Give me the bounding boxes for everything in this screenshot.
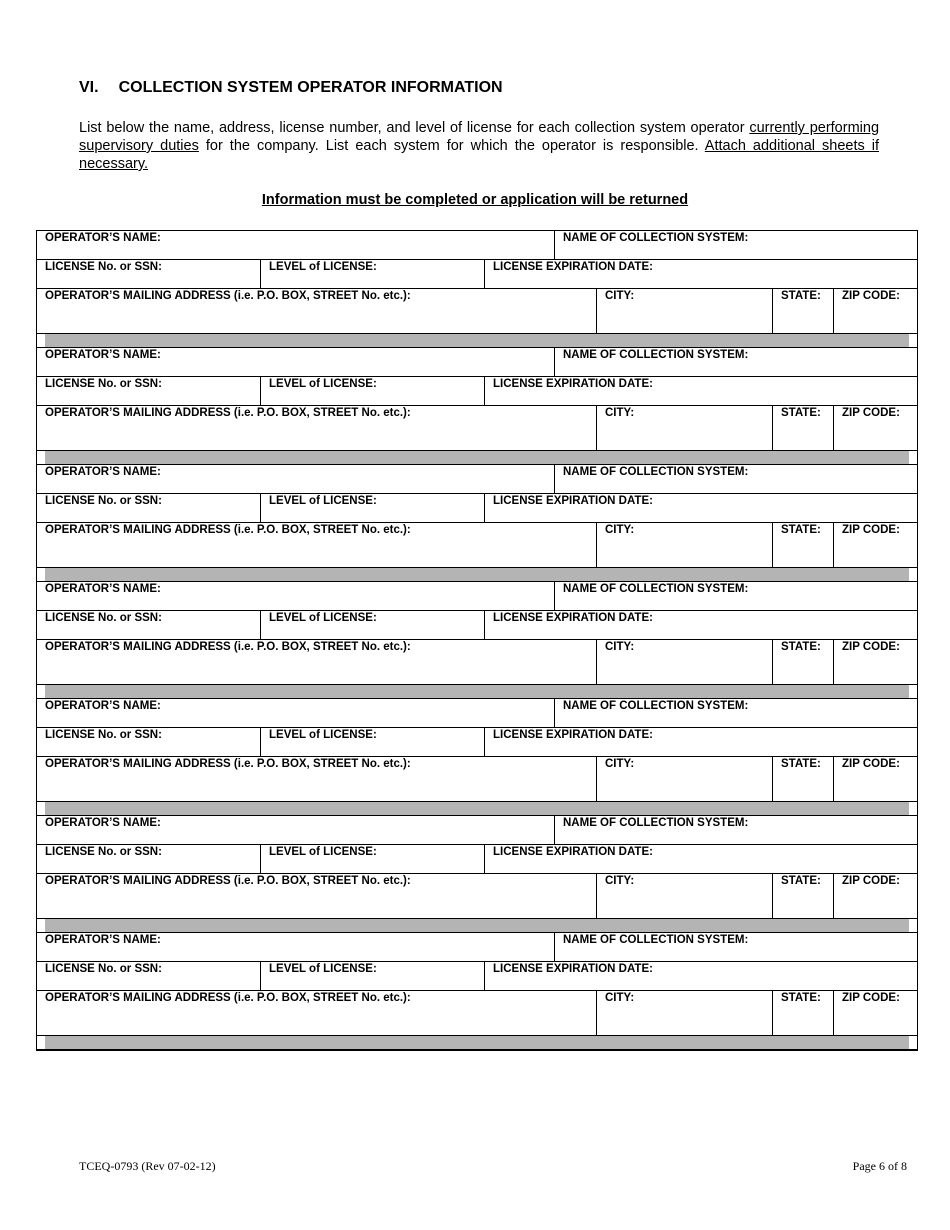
block-separator [37, 1036, 917, 1050]
mailing-address-field[interactable]: OPERATOR’S MAILING ADDRESS (i.e. P.O. BOX, STREET No. etc.): [45, 992, 411, 1004]
collection-system-field[interactable]: NAME OF COLLECTION SYSTEM: [554, 465, 917, 493]
state-field[interactable]: STATE: [772, 523, 833, 567]
operator-block [37, 348, 917, 465]
zip-code-field[interactable]: ZIP CODE: [833, 874, 917, 918]
operator-name-field[interactable]: OPERATOR’S NAME: [45, 232, 161, 244]
operator-row [37, 582, 917, 611]
zip-code-field[interactable]: ZIP CODE: [833, 640, 917, 684]
operator-row [37, 933, 917, 962]
address-row [37, 289, 917, 334]
address-row [37, 406, 917, 451]
operator-name-field[interactable]: OPERATOR’S NAME: [45, 583, 161, 595]
city-field[interactable]: CITY: [596, 289, 772, 333]
operator-row [37, 465, 917, 494]
license-row [37, 728, 917, 757]
collection-system-field[interactable]: NAME OF COLLECTION SYSTEM: [554, 816, 917, 844]
section-heading [79, 79, 503, 97]
zip-code-field[interactable]: ZIP CODE: [833, 757, 917, 801]
collection-system-field[interactable]: NAME OF COLLECTION SYSTEM: [554, 699, 917, 727]
city-field[interactable]: CITY: [596, 874, 772, 918]
completion-notice: Information must be completed or application will be returned [261, 192, 689, 208]
address-row [37, 757, 917, 802]
city-field[interactable]: CITY: [596, 991, 772, 1035]
block-separator [37, 334, 917, 348]
license-number-field[interactable]: LICENSE No. or SSN: [45, 612, 162, 624]
instructions-paragraph [79, 119, 879, 173]
page-number: Page 6 of 8 [852, 1159, 907, 1173]
collection-system-field[interactable]: NAME OF COLLECTION SYSTEM: [554, 582, 917, 610]
operator-name-field[interactable]: OPERATOR’S NAME: [45, 934, 161, 946]
state-field[interactable]: STATE: [772, 757, 833, 801]
address-row [37, 991, 917, 1036]
license-level-field[interactable]: LEVEL of LICENSE: [260, 494, 484, 522]
address-row [37, 640, 917, 685]
operator-row [37, 816, 917, 845]
state-field[interactable]: STATE: [772, 289, 833, 333]
license-level-field[interactable]: LEVEL of LICENSE: [260, 377, 484, 405]
mailing-address-field[interactable]: OPERATOR’S MAILING ADDRESS (i.e. P.O. BOX, STREET No. etc.): [45, 875, 411, 887]
license-number-field[interactable]: LICENSE No. or SSN: [45, 261, 162, 273]
operator-forms-table [36, 230, 918, 1051]
operator-block [37, 816, 917, 933]
instructions-text: for the company. List each system for which the operator is responsible. [198, 138, 705, 154]
zip-code-field[interactable]: ZIP CODE: [833, 523, 917, 567]
license-expiration-field[interactable]: LICENSE EXPIRATION DATE: [484, 260, 917, 288]
address-row [37, 523, 917, 568]
license-row [37, 962, 917, 991]
license-number-field[interactable]: LICENSE No. or SSN: [45, 846, 162, 858]
license-row [37, 260, 917, 289]
mailing-address-field[interactable]: OPERATOR’S MAILING ADDRESS (i.e. P.O. BOX, STREET No. etc.): [45, 407, 411, 419]
mailing-address-field[interactable]: OPERATOR’S MAILING ADDRESS (i.e. P.O. BOX, STREET No. etc.): [45, 641, 411, 653]
license-expiration-field[interactable]: LICENSE EXPIRATION DATE: [484, 962, 917, 990]
license-expiration-field[interactable]: LICENSE EXPIRATION DATE: [484, 845, 917, 873]
mailing-address-field[interactable]: OPERATOR’S MAILING ADDRESS (i.e. P.O. BOX, STREET No. etc.): [45, 524, 411, 536]
operator-block [37, 465, 917, 582]
address-row [37, 874, 917, 919]
state-field[interactable]: STATE: [772, 406, 833, 450]
license-row [37, 845, 917, 874]
license-number-field[interactable]: LICENSE No. or SSN: [45, 495, 162, 507]
license-expiration-field[interactable]: LICENSE EXPIRATION DATE: [484, 611, 917, 639]
operator-block [37, 231, 917, 348]
license-expiration-field[interactable]: LICENSE EXPIRATION DATE: [484, 494, 917, 522]
license-expiration-field[interactable]: LICENSE EXPIRATION DATE: [484, 377, 917, 405]
state-field[interactable]: STATE: [772, 991, 833, 1035]
block-separator [37, 451, 917, 465]
license-number-field[interactable]: LICENSE No. or SSN: [45, 378, 162, 390]
zip-code-field[interactable]: ZIP CODE: [833, 991, 917, 1035]
license-number-field[interactable]: LICENSE No. or SSN: [45, 729, 162, 741]
mailing-address-field[interactable]: OPERATOR’S MAILING ADDRESS (i.e. P.O. BOX, STREET No. etc.): [45, 290, 411, 302]
state-field[interactable]: STATE: [772, 874, 833, 918]
operator-name-field[interactable]: OPERATOR’S NAME: [45, 349, 161, 361]
operator-block [37, 582, 917, 699]
zip-code-field[interactable]: ZIP CODE: [833, 406, 917, 450]
city-field[interactable]: CITY: [596, 406, 772, 450]
operator-row [37, 699, 917, 728]
collection-system-field[interactable]: NAME OF COLLECTION SYSTEM: [554, 933, 917, 961]
collection-system-field[interactable]: NAME OF COLLECTION SYSTEM: [554, 348, 917, 376]
license-row [37, 494, 917, 523]
license-level-field[interactable]: LEVEL of LICENSE: [260, 260, 484, 288]
city-field[interactable]: CITY: [596, 640, 772, 684]
city-field[interactable]: CITY: [596, 757, 772, 801]
operator-block [37, 933, 917, 1050]
license-level-field[interactable]: LEVEL of LICENSE: [260, 728, 484, 756]
license-expiration-field[interactable]: LICENSE EXPIRATION DATE: [484, 728, 917, 756]
operator-name-field[interactable]: OPERATOR’S NAME: [45, 466, 161, 478]
zip-code-field[interactable]: ZIP CODE: [833, 289, 917, 333]
operator-row [37, 348, 917, 377]
section-title: COLLECTION SYSTEM OPERATOR INFORMATION [118, 79, 503, 96]
form-id: TCEQ-0793 (Rev 07-02-12) [79, 1159, 216, 1173]
block-separator [37, 685, 917, 699]
license-row [37, 611, 917, 640]
instructions-emphasis: currently performing supervisory duties [79, 120, 880, 154]
license-level-field[interactable]: LEVEL of LICENSE: [260, 962, 484, 990]
collection-system-field[interactable]: NAME OF COLLECTION SYSTEM: [554, 231, 917, 259]
operator-name-field[interactable]: OPERATOR’S NAME: [45, 700, 161, 712]
mailing-address-field[interactable]: OPERATOR’S MAILING ADDRESS (i.e. P.O. BOX, STREET No. etc.): [45, 758, 411, 770]
attach-sheets-note: Attach additional sheets if necessary. [79, 138, 879, 172]
operator-row [37, 231, 917, 260]
block-separator [37, 919, 917, 933]
block-separator [37, 802, 917, 816]
license-level-field[interactable]: LEVEL of LICENSE: [260, 611, 484, 639]
instructions-text: List below the name, address, license number, and level of license for each collection system operator [79, 120, 750, 136]
city-field[interactable]: CITY: [596, 523, 772, 567]
section-number: VI. [79, 79, 99, 96]
license-number-field[interactable]: LICENSE No. or SSN: [45, 963, 162, 975]
license-level-field[interactable]: LEVEL of LICENSE: [260, 845, 484, 873]
operator-block [37, 699, 917, 816]
state-field[interactable]: STATE: [772, 640, 833, 684]
operator-name-field[interactable]: OPERATOR’S NAME: [45, 817, 161, 829]
license-row [37, 377, 917, 406]
block-separator [37, 568, 917, 582]
